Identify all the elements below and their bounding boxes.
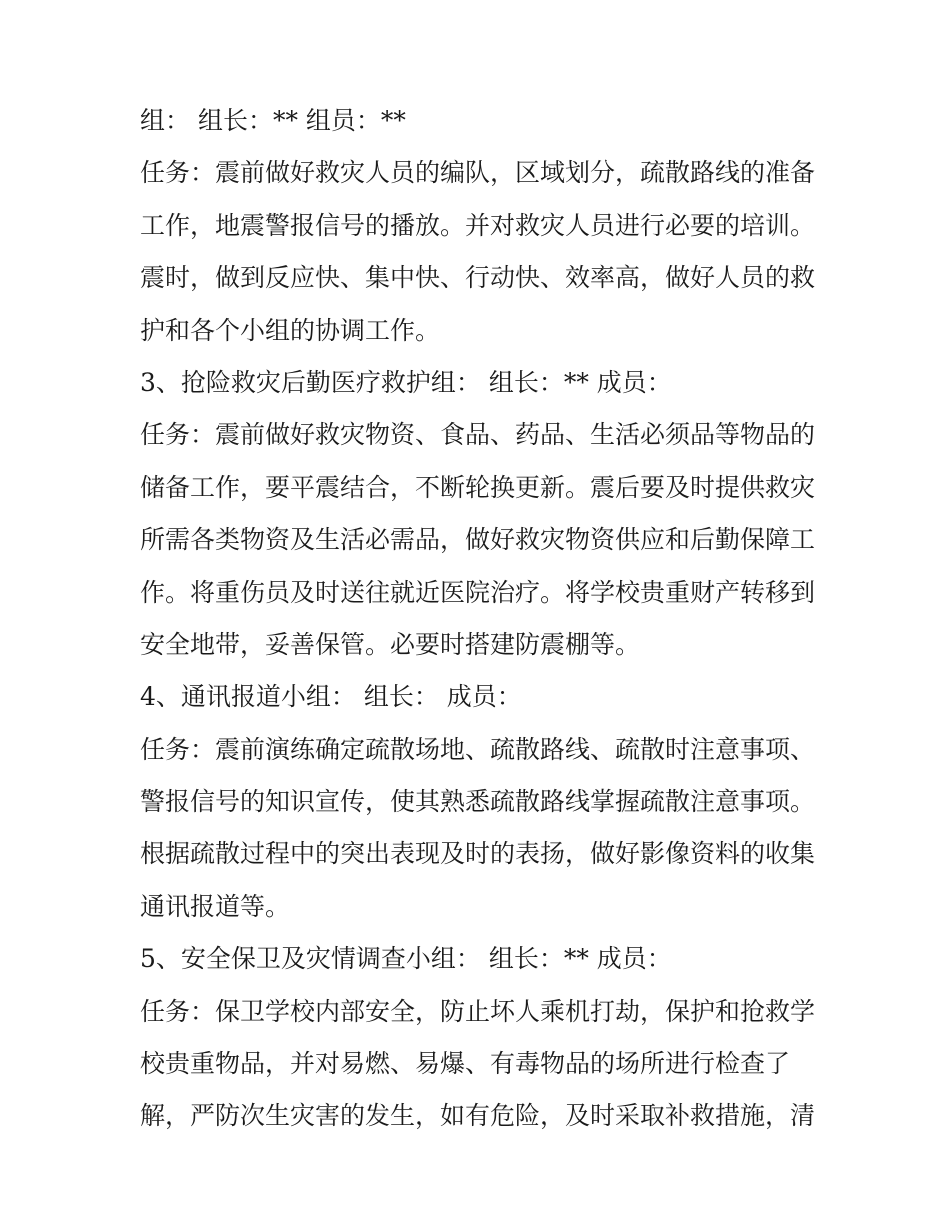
paragraph-line: 任务：震前做好救灾物资、食品、药品、生活必须品等物品的 <box>140 420 816 450</box>
paragraph-line: 根据疏散过程中的突出表现及时的表扬，做好影像资料的收集 <box>140 839 816 869</box>
section-heading-4: 4、通讯报道小组： 组长： 成员： <box>140 682 522 712</box>
section-heading-5: 5、安全保卫及灾情调查小组： 组长：** 成员： <box>140 944 672 974</box>
paragraph-line: 任务：震前演练确定疏散场地、疏散路线、疏散时注意事项、 <box>140 734 816 764</box>
paragraph-line: 警报信号的知识宣传，使其熟悉疏散路线掌握疏散注意事项。 <box>140 787 816 817</box>
paragraph-line: 通讯报道等。 <box>140 891 291 921</box>
document-body <box>140 108 820 1156</box>
paragraph-line: 护和各个小组的协调工作。 <box>140 315 441 345</box>
paragraph-line: 所需各类物资及生活必需品，做好救灾物资供应和后勤保障工 <box>140 525 816 555</box>
paragraph-line: 校贵重物品，并对易燃、易爆、有毒物品的场所进行检查了 <box>140 1049 791 1079</box>
section-heading-3: 3、抢险救灾后勤医疗救护组： 组长：** 成员： <box>140 367 672 397</box>
paragraph-line: 解，严防次生灾害的发生，如有危险，及时采取补救措施，清 <box>140 1101 816 1131</box>
paragraph-line: 工作，地震警报信号的播放。并对救灾人员进行必要的培训。 <box>140 210 816 240</box>
paragraph-line: 震时，做到反应快、集中快、行动快、效率高，做好人员的救 <box>140 263 816 293</box>
paragraph-line: 任务：保卫学校内部安全，防止坏人乘机打劫，保护和抢救学 <box>140 996 816 1026</box>
group-leader-line: 组： 组长：** 组员：** <box>140 106 406 135</box>
paragraph-line: 安全地带，妥善保管。必要时搭建防震棚等。 <box>140 629 641 659</box>
paragraph-line: 作。将重伤员及时送往就近医院治疗。将学校贵重财产转移到 <box>140 577 816 607</box>
paragraph-line: 任务：震前做好救灾人员的编队，区域划分，疏散路线的准备 <box>140 158 816 188</box>
paragraph-line: 储备工作，要平震结合，不断轮换更新。震后要及时提供救灾 <box>140 472 816 502</box>
